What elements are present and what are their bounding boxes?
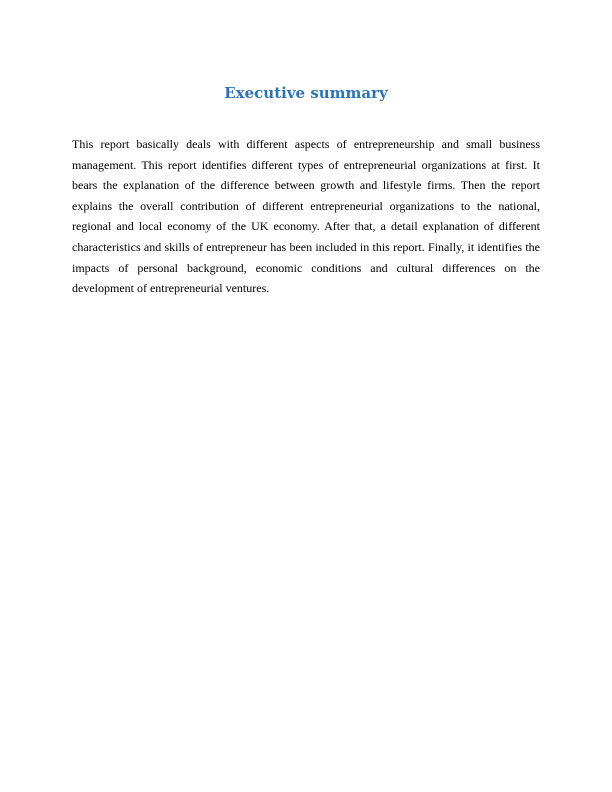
page-title: Executive summary bbox=[224, 84, 388, 102]
executive-summary-paragraph: This report basically deals with different aspects of entrepreneurship and small business management. This report identifies different types of entrepreneurial organizations at first. It bears the explanation of the difference between growth and lifestyle firms. Then the report explains the overall contribution of different entrepreneurial organizations to the national, regional and local economy of the UK economy. After that, a detail explanation of different characteristics and skills of entrepreneur has been included in this report. Finally, it identifies the impacts of personal background, economic conditions and cultural differences on the development of entrepreneurial ventures. bbox=[72, 137, 540, 296]
